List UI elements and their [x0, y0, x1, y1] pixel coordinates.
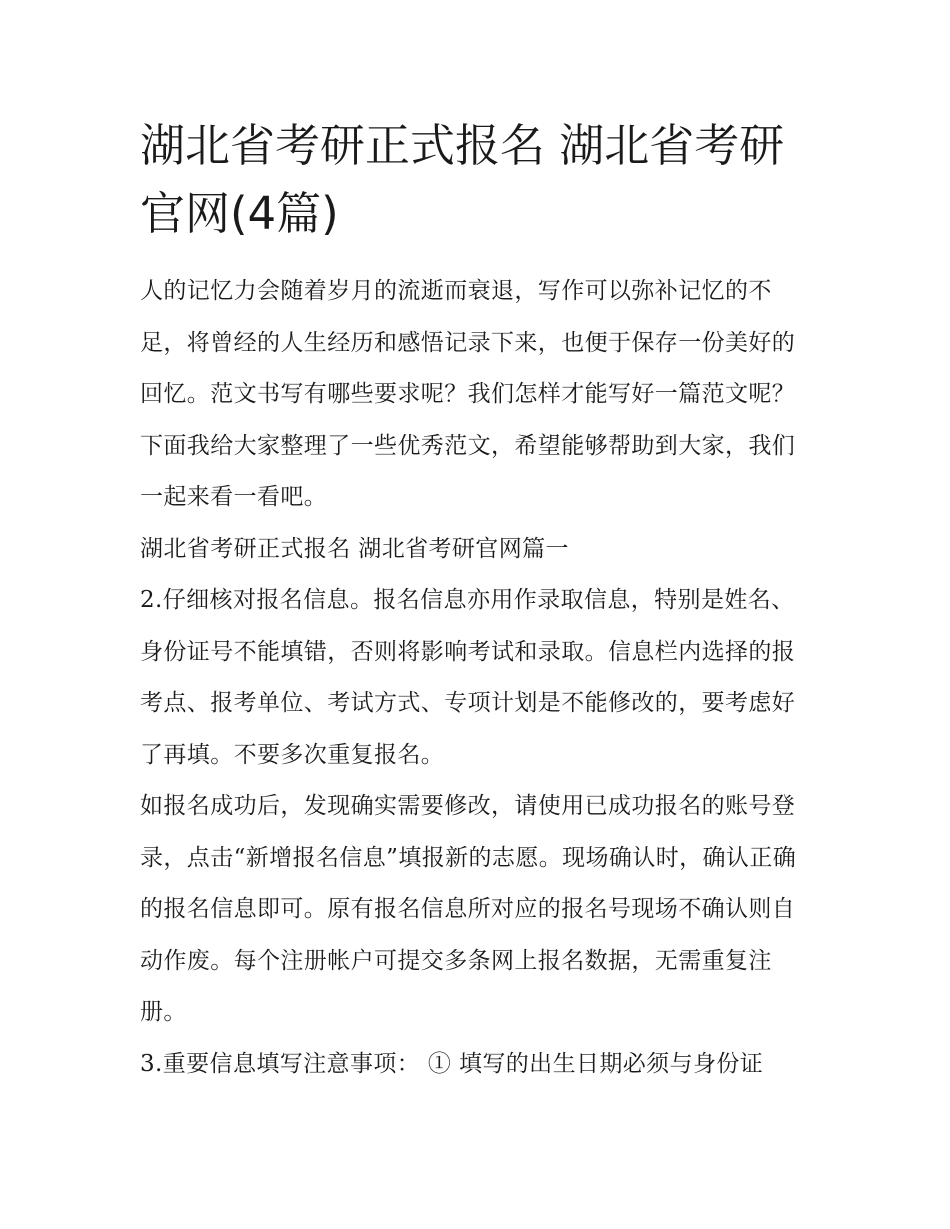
- paragraph-verify-info: 2.仔细核对报名信息。报名信息亦用作录取信息，特别是姓名、身份证号不能填错，否则将影响考试和录取。信息栏内选择的报考点、报考单位、考试方式、专项计划是不能修改的，要考虑好了再填。不要多次重复报名。: [140, 587, 796, 768]
- paragraph-modify-registration: 如报名成功后，发现确实需要修改，请使用已成功报名的账号登录，点击“新增报名信息”填报新的志愿。现场确认时，确认正确的报名信息即可。原有报名信息所对应的报名号现场不确认则自动作废。每个注册帐户可提交多条网上报名数据，无需重复注册。: [140, 793, 797, 1025]
- document-body: [140, 112, 812, 1090]
- intro-paragraph: 人的记忆力会随着岁月的流逝而衰退，写作可以弥补记忆的不足，将曾经的人生经历和感悟记录下来，也便于保存一份美好的回忆。范文书写有哪些要求呢？我们怎样才能写好一篇范文呢？下面我给大家整理了一些优秀范文，希望能够帮助到大家，我们一起来看一看吧。: [140, 278, 796, 510]
- section-heading: 湖北省考研正式报名 湖北省考研官网篇一: [140, 535, 569, 562]
- document-title: 湖北省考研正式报名 湖北省考研官网(4篇): [140, 119, 785, 240]
- paragraph-important-notes: 3.重要信息填写注意事项： ① 填写的出生日期必须与身份证: [140, 1050, 764, 1077]
